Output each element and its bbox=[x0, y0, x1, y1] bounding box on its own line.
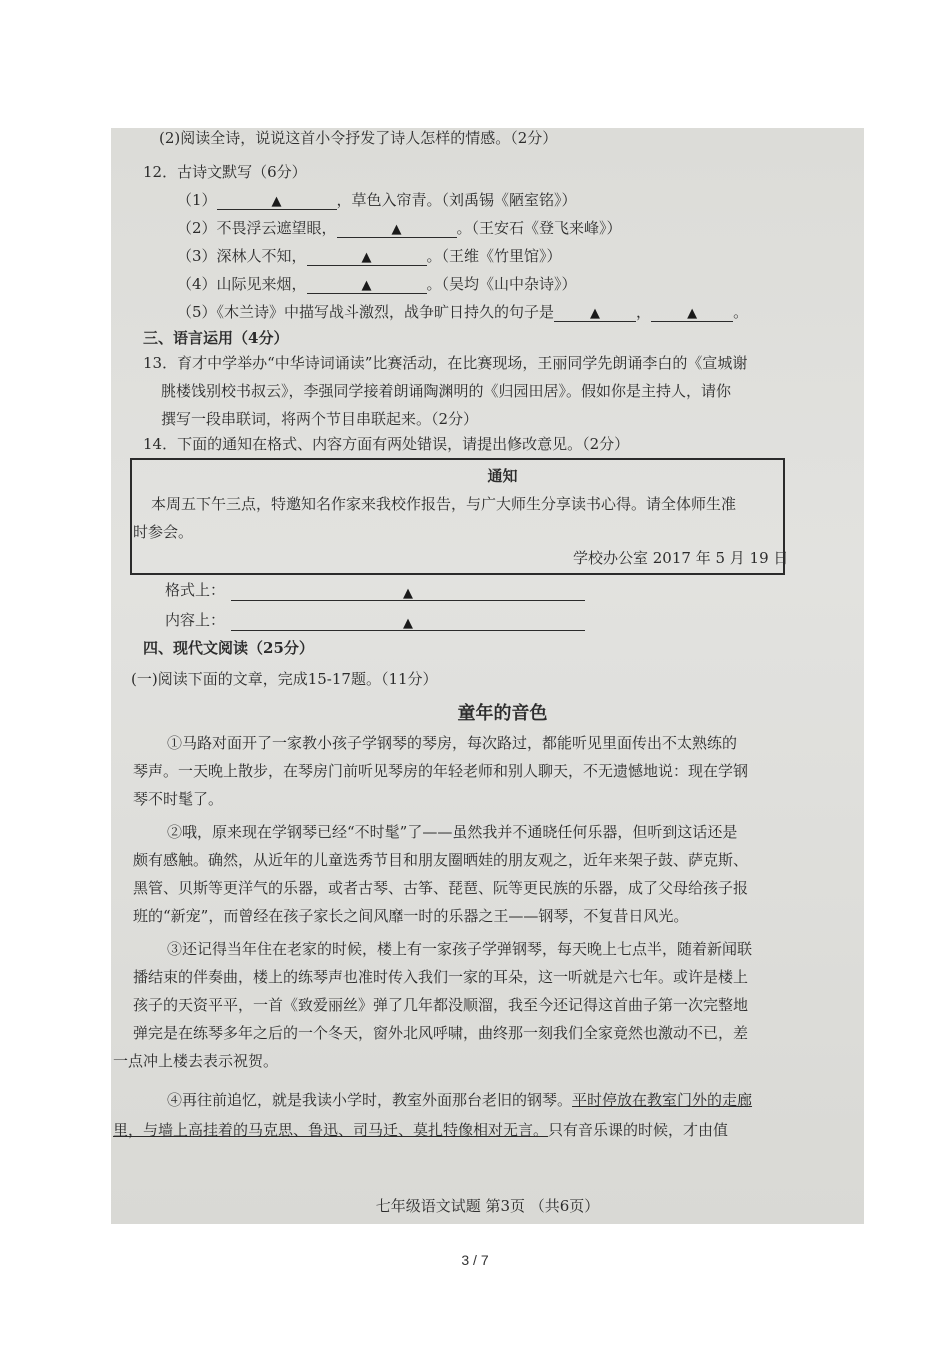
section-4-heading: 四、现代文阅读（25分） bbox=[143, 639, 314, 657]
answer-blank[interactable] bbox=[307, 275, 427, 294]
format-answer-line[interactable] bbox=[231, 582, 585, 601]
paragraph-4-line bbox=[113, 1120, 728, 1140]
paragraph-3-line: 弹完是在练琴多年之后的一个冬天，窗外北风呼啸，曲终那一刻我们全家竟然也激动不已，差 bbox=[133, 1024, 749, 1042]
triangle-marker-icon: ▲ bbox=[403, 616, 413, 631]
q14-title: 14．下面的通知在格式、内容方面有两处错误，请提出修改意见。（2分） bbox=[143, 435, 630, 453]
notice-body-line-1: 本周五下午三点，特邀知名作家来我校作报告，与广大师生分享读书心得。请全体师生准 bbox=[151, 495, 737, 513]
answer-blank[interactable] bbox=[217, 191, 337, 210]
part-1-instruction: (一)阅读下面的文章，完成15-17题。（11分） bbox=[131, 670, 438, 688]
triangle-marker-icon: ▲ bbox=[687, 306, 698, 321]
article-title: 童年的音色 bbox=[457, 703, 548, 724]
triangle-marker-icon: ▲ bbox=[590, 306, 601, 321]
content-label: 内容上： bbox=[165, 611, 226, 629]
content-answer-line[interactable] bbox=[231, 612, 585, 631]
triangle-marker-icon: ▲ bbox=[271, 194, 282, 209]
q12-item1-prefix: （1） bbox=[177, 191, 217, 209]
q12-item1-suffix: ，草色入帘青。（刘禹锡《陋室铭》） bbox=[336, 191, 577, 209]
paragraph-2-line: 班的“新宠”，而曾经在孩子家长之间风靡一时的乐器之王——钢琴，不复昔日风光。 bbox=[133, 907, 689, 925]
q12-item5-end: 。 bbox=[733, 303, 749, 321]
q12-title: 12．古诗文默写（6分） bbox=[143, 163, 307, 181]
notice-heading: 通知 bbox=[487, 467, 518, 485]
q12-item5-prefix: （5）《木兰诗》中描写战斗激烈，战争旷日持久的句子是 bbox=[177, 303, 555, 321]
scanned-exam-page bbox=[111, 128, 864, 1224]
answer-blank[interactable] bbox=[307, 247, 427, 266]
paragraph-3-line: 一点冲上楼去表示祝贺。 bbox=[113, 1052, 279, 1070]
q12-item4-suffix: 。（吴均《山中杂诗》） bbox=[426, 275, 577, 293]
q12-item-2 bbox=[177, 218, 622, 238]
answer-blank[interactable] bbox=[651, 303, 733, 322]
paragraph-1-line: 琴声。一天晚上散步，在琴房门前听见琴房的年轻老师和别人聊天，不无遗憾地说：现在学钢 bbox=[133, 762, 749, 780]
paragraph-1-line: 琴不时髦了。 bbox=[133, 790, 224, 808]
q13-line-2: 朓楼饯别校书叔云》，李强同学接着朗诵陶渊明的《归园田居》。假如你是主持人，请你 bbox=[161, 382, 732, 400]
underlined-sentence: 平时停放在教室门外的走廊 bbox=[572, 1091, 753, 1109]
underlined-sentence: 里，与墙上高挂着的马克思、鲁迅、司马迁、莫扎特像相对无言。 bbox=[113, 1121, 549, 1139]
q12-item3-suffix: 。（王维《竹里馆》） bbox=[426, 247, 562, 265]
page-indicator: 3 / 7 bbox=[461, 1252, 489, 1268]
answer-blank[interactable] bbox=[337, 219, 457, 238]
q12-item5-mid: ， bbox=[636, 303, 652, 321]
q12-item-3 bbox=[177, 246, 562, 266]
q13-line-3: 撰写一段串联词，将两个节目串联起来。（2分） bbox=[161, 410, 479, 428]
q12-item-5 bbox=[177, 302, 748, 322]
notice-signature: 学校办公室 2017 年 5 月 19 日 bbox=[573, 549, 789, 567]
paragraph-4-text: ④再往前追忆，就是我读小学时，教室外面那台老旧的钢琴。 bbox=[167, 1091, 573, 1109]
q12-item2-suffix: 。（王安石《登飞来峰》） bbox=[456, 219, 622, 237]
q12-item-1 bbox=[177, 190, 577, 210]
exam-footer: 七年级语文试题 第3页 （共6页） bbox=[375, 1197, 600, 1215]
q12-item2-prefix: （2）不畏浮云遮望眼， bbox=[177, 219, 337, 237]
paragraph-3-line: 孩子的天资平平，一首《致爱丽丝》弹了几年都没顺溜，我至今还记得这首曲子第一次完整地 bbox=[133, 996, 749, 1014]
paragraph-1-line: ①马路对面开了一家教小孩子学钢琴的琴房，每次路过，都能听见里面传出不太熟练的 bbox=[167, 734, 738, 752]
q12-item3-prefix: （3）深林人不知， bbox=[177, 247, 307, 265]
paragraph-4-text: 只有音乐课的时候，才由值 bbox=[548, 1121, 729, 1139]
paragraph-2-line: 黑管、贝斯等更洋气的乐器，或者古琴、古筝、琵琶、阮等更民族的乐器，成了父母给孩子报 bbox=[133, 879, 749, 897]
q11-subquestion-2: (2)阅读全诗，说说这首小令抒发了诗人怎样的情感。（2分） bbox=[159, 129, 558, 147]
q12-item-4 bbox=[177, 274, 577, 294]
notice-body-line-2: 时参会。 bbox=[133, 523, 194, 541]
triangle-marker-icon: ▲ bbox=[361, 278, 372, 293]
paragraph-2-line: 颇有感触。确然，从近年的儿童选秀节目和朋友圈晒娃的朋友观之，近年来架子鼓、萨克斯、 bbox=[133, 851, 749, 869]
paragraph-2-line: ②哦，原来现在学钢琴已经“不时髦”了——虽然我并不通晓任何乐器，但听到这话还是 bbox=[167, 823, 738, 841]
triangle-marker-icon: ▲ bbox=[403, 586, 413, 601]
q12-item4-prefix: （4）山际见来烟， bbox=[177, 275, 307, 293]
answer-blank[interactable] bbox=[554, 303, 636, 322]
q13-line-1: 13．育才中学举办“中华诗词诵读”比赛活动，在比赛现场，王丽同学先朗诵李白的《宣城谢 bbox=[143, 354, 748, 372]
section-3-heading: 三、语言运用（4分） bbox=[143, 329, 289, 347]
triangle-marker-icon: ▲ bbox=[361, 250, 372, 265]
format-label: 格式上： bbox=[165, 581, 226, 599]
triangle-marker-icon: ▲ bbox=[391, 222, 402, 237]
paragraph-3-line: 播结束的伴奏曲，楼上的练琴声也准时传入我们一家的耳朵，这一听就是六七年。或许是楼上 bbox=[133, 968, 749, 986]
paragraph-4-line bbox=[167, 1090, 752, 1110]
paragraph-3-line: ③还记得当年住在老家的时候，楼上有一家孩子学弹钢琴，每天晚上七点半，随着新闻联 bbox=[167, 940, 753, 958]
